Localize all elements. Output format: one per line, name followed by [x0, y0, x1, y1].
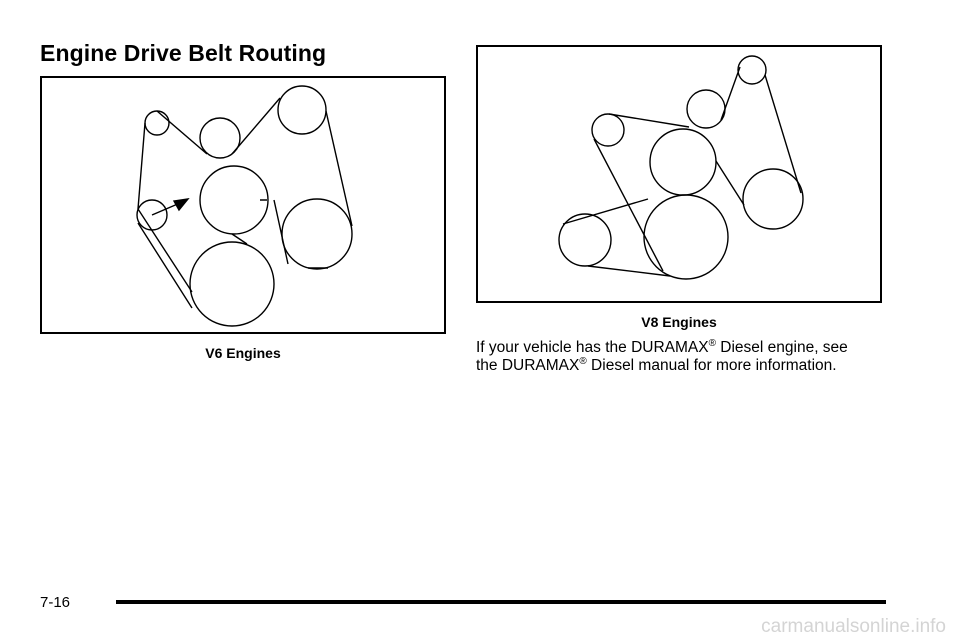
duramax-note-part2: Diesel engine, see [715, 339, 848, 356]
v6-direction-arrow [174, 199, 188, 210]
v8-pulley-upper-right [687, 90, 725, 128]
v8-belt [563, 67, 801, 276]
v8-pulley-bottom-center [644, 195, 728, 279]
page-title: Engine Drive Belt Routing [40, 40, 327, 66]
duramax-note-part3: the DURAMAX [476, 357, 580, 374]
v6-pulley-top-left [145, 111, 169, 135]
v6-belt-routing-diagram [40, 76, 446, 334]
v6-belt [138, 98, 352, 308]
v8-pulley-right [743, 169, 803, 229]
duramax-note-part1: If your vehicle has the DURAMAX [476, 339, 709, 356]
v6-pulley-center [200, 166, 268, 234]
v6-pulley-bottom [190, 242, 274, 326]
v8-pulley-center [650, 129, 716, 195]
page-number: 7-16 [40, 594, 71, 611]
v8-belt-routing-diagram [476, 45, 882, 303]
duramax-note [476, 339, 896, 375]
duramax-note-part4: Diesel manual for more information. [586, 357, 837, 374]
v6-pulley-right [282, 199, 352, 269]
watermark: carmanualsonline.info [761, 616, 946, 637]
registered-mark: ® [579, 356, 587, 367]
footer-rule [116, 600, 886, 604]
v8-pulley-upper-left [592, 114, 624, 146]
registered-mark: ® [708, 338, 716, 349]
v6-caption: V6 Engines [205, 345, 281, 361]
v8-caption: V8 Engines [641, 314, 717, 330]
v8-pulley-bottom-left [559, 214, 611, 266]
v8-pulley-top-right [738, 56, 766, 84]
v6-pulley-top-right [278, 86, 326, 134]
